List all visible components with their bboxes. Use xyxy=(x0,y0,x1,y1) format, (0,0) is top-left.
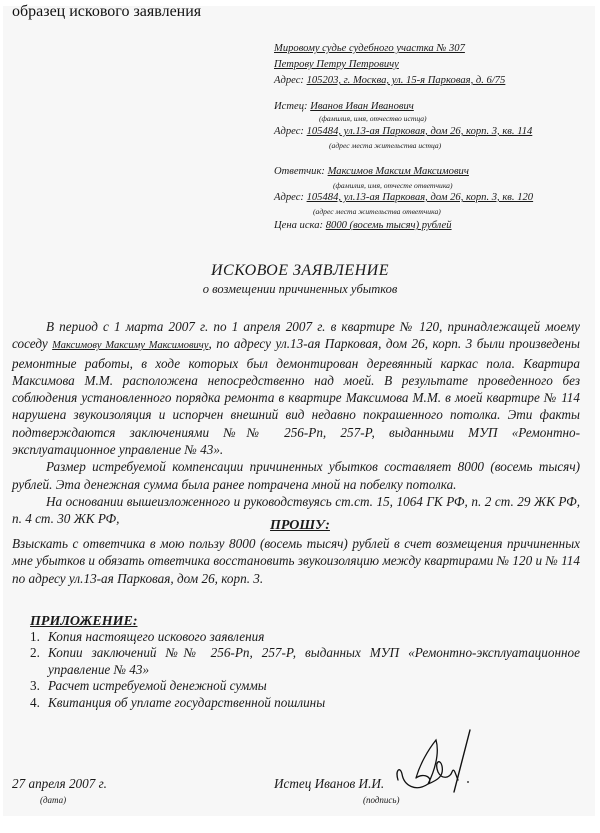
signer-name: Истец Иванов И.И. xyxy=(274,776,385,791)
document-body xyxy=(12,318,580,528)
request-heading: ПРОШУ: xyxy=(270,518,330,533)
claim-price: 8000 (восемь тысяч) рублей xyxy=(325,220,452,231)
defendant-address: 105484, ул.13-ая Парковая, дом 26, корп. 3, кв. 120 xyxy=(306,192,534,203)
document-caption: образец искового заявления xyxy=(12,3,202,20)
plaintiff-address-label: Адрес: xyxy=(274,126,307,137)
plaintiff-address-row xyxy=(274,124,532,140)
plaintiff-label: Истец: xyxy=(274,101,311,112)
defendant-name-hint: (фамилия, имя, отчесте ответчика) xyxy=(333,181,453,190)
claim-price-label: Цена иска: xyxy=(274,220,326,231)
defendant-address-label: Адрес: xyxy=(274,192,307,203)
filing-date: 27 апреля 2007 г. xyxy=(12,776,107,791)
signature-hint: (подпись) xyxy=(363,795,400,805)
defendant-address-hint: (адрес места жительства ответчика) xyxy=(313,207,441,216)
defendant-address-row xyxy=(274,190,533,206)
document-subtitle: о возмещении причиненных убытков xyxy=(202,282,398,296)
court-address-label: Адрес: xyxy=(274,75,307,86)
attachment-item: 4. Квитанция об уплате государственной пошлины xyxy=(30,694,326,710)
court-line-2: Петрову Петру Петровичу xyxy=(274,59,399,70)
document-title: ИСКОВОЕ ЗАЯВЛЕНИЕ xyxy=(211,262,389,279)
court-line-1: Мировому судье судебного участка № 307 xyxy=(274,43,465,54)
plaintiff-name: Иванов Иван Иванович xyxy=(310,101,414,112)
plaintiff-row xyxy=(274,99,414,115)
attachments-heading: ПРИЛОЖЕНИЕ: xyxy=(30,614,138,629)
body-paragraph-1: В период с 1 марта 2007 г. по 1 апреля 2007 г. в квартире № 120, принадлежащей моему соседу Максимову Максиму Максимовичу, по адресу ул.13-ая Парковая, дом 26, корп. 3 были произведены ремонтные работы, в ходе которых был демонтирован деревянный каркас пола. Квартира Максимова М.М. расположена непосредственно над моей. В результате проведенного без соблюдения установленного порядка ремонта в квартире Максимова М.М. в моей квартире № 114 нарушена звукоизоляция и испорчен внешний вид недавно покрашенного потолка. Эти факты подтверждаются заключениями №№ 256-Рп, 257-Р, выданными МУП «Ремонтно-эксплуатационное управление № 43». xyxy=(12,319,580,458)
attachment-item: 1. Копия настоящего искового заявления xyxy=(30,629,265,644)
plaintiff-address-hint: (адрес места жительства истца) xyxy=(329,141,442,150)
neighbor-name: Максимову Максиму Максимовичу xyxy=(52,340,209,352)
date-hint: (дата) xyxy=(40,795,67,805)
signature-icon xyxy=(394,728,474,796)
plaintiff-name-hint: (фамилия, имя, отчество истца) xyxy=(319,114,427,123)
attachment-item: 2. Копии заключений №№ 256-Рп, 257-Р, выданных МУП «Ремонтно-эксплуатационное управление № 43» xyxy=(30,645,580,677)
body-paragraph-3: На основании вышеизложенного и руководствуясь ст.ст. 15, 1064 ГК РФ, п. 2 ст. 29 ЖК РФ, п. 4 ст. 30 ЖК РФ, xyxy=(12,493,580,527)
plaintiff-address: 105484, ул.13-ая Парковая, дом 26, корп. 3, кв. 114 xyxy=(306,126,533,137)
defendant-row xyxy=(274,164,469,180)
body-paragraph-2: Размер истребуемой компенсации причиненных убытков составляет 8000 (восемь тысяч) рублей. Эта денежная сумма была ранее потрачена мной на побелку потолка. xyxy=(12,459,580,492)
defendant-name: Максимов Максим Максимович xyxy=(327,166,469,177)
defendant-label: Ответчик: xyxy=(274,166,328,177)
court-address-row xyxy=(274,73,505,89)
attachment-item: 3. Расчет истребуемой денежной суммы xyxy=(30,678,267,694)
attachments-list xyxy=(12,629,580,711)
request-text: Взыскать с ответчика в мою пользу 8000 (восемь тысяч) рублей в счет возмещения причиненных мне убытков и обязать ответчика восстановить звукоизоляцию между квартирами № 120 и № 114 по адресу ул.13-ая Парковая, дом 26, корп. 3. xyxy=(12,536,580,586)
claim-price-row xyxy=(274,218,452,234)
court-address: 105203, г. Москва, ул. 15-я Парковая, д. 6/75 xyxy=(306,75,506,86)
